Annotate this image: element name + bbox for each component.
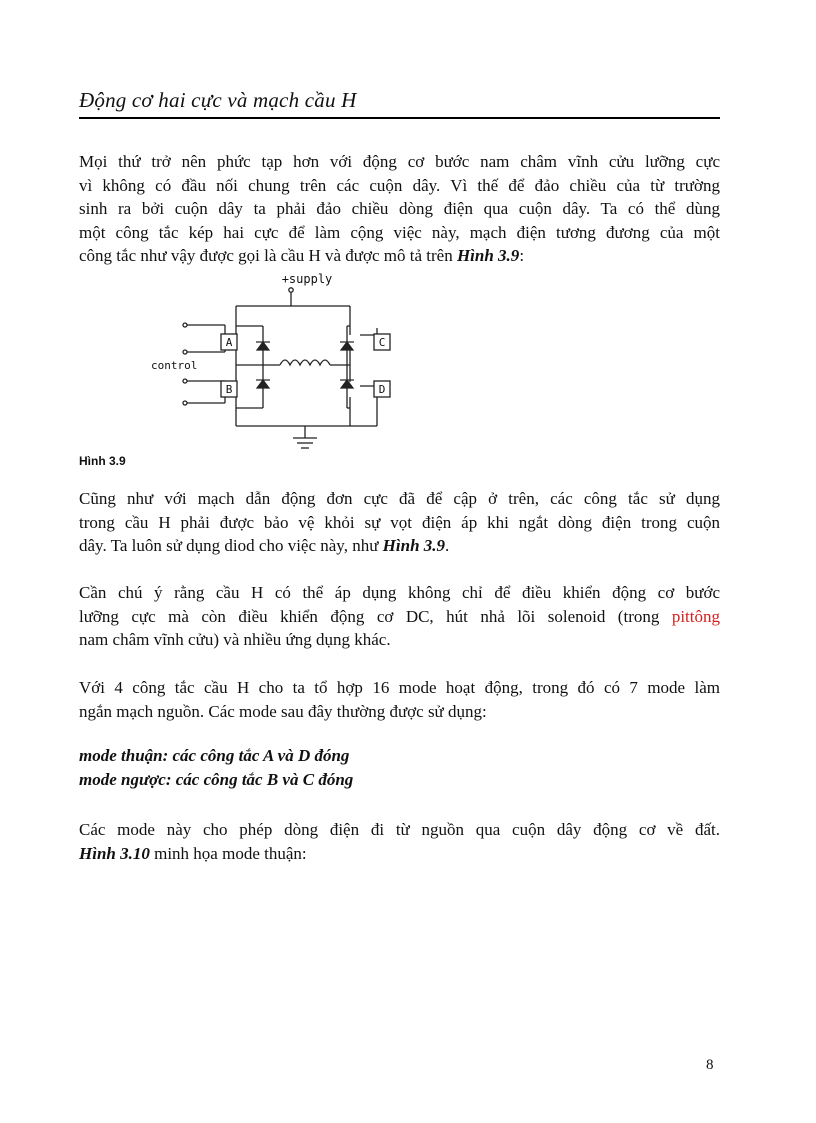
title-underline bbox=[79, 117, 720, 119]
paragraph-modes-intro bbox=[79, 676, 720, 723]
text-line: nam châm vĩnh cửu) và nhiều ứng dụng khác. bbox=[79, 630, 391, 649]
paragraph-intro bbox=[79, 150, 720, 268]
pitong-link[interactable]: pittông bbox=[671, 606, 720, 626]
text-span: : bbox=[519, 246, 525, 265]
switch-b-label: B bbox=[225, 383, 233, 396]
text-line: Cần chú ý rằng cầu H có thể áp dụng không chỉ để điều khiển động cơ bước bbox=[79, 583, 720, 602]
text-line: ngắn mạch nguồn. Các mode sau đây thường được sử dụng: bbox=[79, 701, 487, 721]
figure-reference: Hình 3.10 bbox=[79, 843, 150, 863]
text-span: dây. Ta luôn sử dụng diod cho việc này, như bbox=[79, 536, 383, 555]
text-line: trong cầu H phải được bảo vệ khỏi sự vọt điện áp khi ngắt dòng điện trong cuộn bbox=[79, 512, 720, 532]
switch-a-label: A bbox=[225, 336, 233, 349]
text-line bbox=[79, 842, 720, 866]
paragraph-mode-explanation bbox=[79, 818, 720, 865]
control-label: control bbox=[151, 359, 198, 372]
h-bridge-diagram bbox=[145, 268, 407, 462]
text-line: Với 4 công tắc cầu H cho ta tổ hợp 16 mode hoạt động, trong đó có 7 mode làm bbox=[79, 678, 720, 697]
switch-c-label: C bbox=[378, 336, 386, 349]
paragraph-diode-protection bbox=[79, 487, 720, 558]
text-line: một công tắc kép hai cực để làm cộng việc này, mạch điện tương đương của một bbox=[79, 222, 720, 242]
text-line: vì không có đầu nối chung trên các cuộn dây. Vì thế để đảo chiều của từ trường bbox=[79, 175, 720, 195]
switch-d-label: D bbox=[378, 383, 386, 396]
h-bridge-figure bbox=[145, 268, 407, 462]
text-line bbox=[79, 534, 720, 558]
supply-label: +supply bbox=[281, 272, 333, 286]
figure-reference: Hình 3.9 bbox=[382, 536, 446, 555]
section-title: Động cơ hai cực và mạch cầu H bbox=[79, 88, 357, 112]
mode-forward: mode thuận: các công tắc A và D đóng bbox=[79, 746, 350, 765]
text-span: lưỡng cực mà còn điều khiển động cơ DC, hút nhả lõi solenoid (trong bbox=[79, 606, 672, 626]
text-span: minh họa mode thuận: bbox=[149, 843, 307, 863]
page-number: 8 bbox=[706, 1057, 714, 1073]
text-span: . bbox=[445, 536, 450, 555]
text-line: sinh ra bởi cuộn dây ta phải đảo chiều dòng điện qua cuộn dây. Ta có thể dùng bbox=[79, 199, 720, 218]
text-line bbox=[79, 605, 720, 629]
text-line: Cũng như với mạch dẫn động đơn cực đã để cập ở trên, các công tắc sử dụng bbox=[79, 489, 720, 508]
text-line bbox=[79, 244, 720, 268]
mode-reverse: mode ngược: các công tắc B và C đóng bbox=[79, 770, 354, 789]
figure-caption: Hình 3.9 bbox=[79, 454, 126, 468]
paragraph-applications bbox=[79, 581, 720, 652]
figure-reference: Hình 3.9 bbox=[456, 246, 520, 265]
text-line: Mọi thứ trở nên phức tạp hơn với động cơ bước nam châm vĩnh cửu lưỡng cực bbox=[79, 152, 720, 171]
text-line: Các mode này cho phép dòng điện đi từ nguồn qua cuộn dây động cơ về đất. bbox=[79, 820, 720, 839]
text-span: công tắc như vậy được gọi là cầu H và được mô tả trên bbox=[79, 246, 457, 265]
